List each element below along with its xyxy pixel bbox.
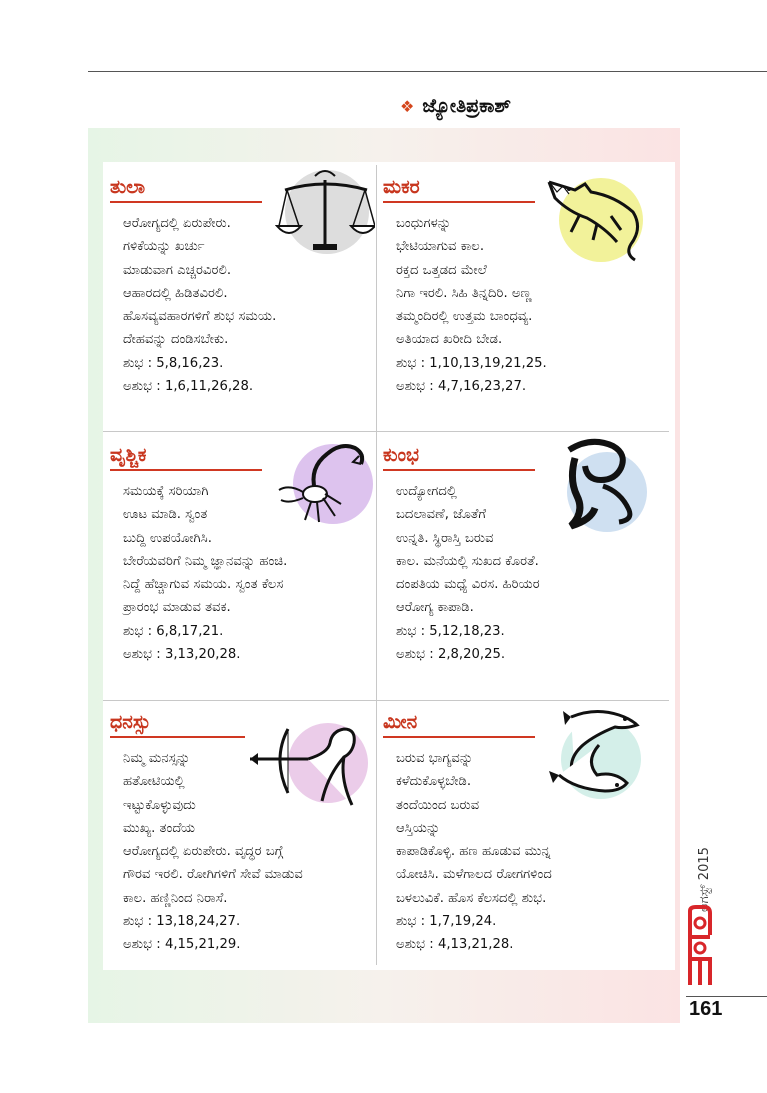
- text-line: ಸಮಯಕ್ಕೆ ಸರಿಯಾಗಿ: [123, 484, 209, 499]
- text-line: ಹೊಸವ್ಯವಹಾರಗಳಿಗೆ ಶುಭ ಸಮಯ.: [123, 309, 277, 325]
- text-line: ರಕ್ತದ ಒತ್ತಡದ ಮೇಲೆ: [396, 262, 487, 278]
- sign-name: ಮೀನ: [383, 711, 418, 733]
- text-line: ಉನ್ನತಿ. ಸ್ಥಿರಾಸ್ತಿ ಬರುವ: [396, 530, 494, 546]
- sign-name: ವೃಶ್ಚಿಕ: [110, 444, 147, 466]
- sign-kumbha: [383, 444, 645, 694]
- text-line: ಪ್ರಾರಂಭ ಮಾಡುವ ತವಕ.: [123, 600, 231, 616]
- issue-date: [682, 806, 722, 916]
- text-line: ದಂಪತಿಯ ಮಧ್ಯೆ ವಿರಸ. ಹಿರಿಯರ: [396, 577, 540, 593]
- text-line: ಆಸ್ತಿಯನ್ನು: [396, 820, 441, 836]
- text-line: ತಮ್ಮಂದಿರಲ್ಲಿ ಉತ್ತಮ ಬಾಂಧವ್ಯ.: [396, 309, 533, 325]
- text-line: ಬೇರೆಯವರಿಗೆ ನಿಮ್ಮ ಜ್ಞಾನವನ್ನು ಹಂಚಿ.: [123, 553, 288, 569]
- lucky-numbers: ಶುಭ : 5,12,18,23.: [396, 623, 505, 639]
- text-line: ನಿಗಾ ಇರಲಿ. ಸಿಹಿ ತಿನ್ನದಿರಿ. ಅಣ್ಣ: [396, 285, 532, 301]
- sign-tula: [110, 176, 372, 426]
- text-line: ಆರೋಗ್ಯ ಕಾಪಾಡಿ.: [396, 600, 474, 616]
- lucky-numbers: ಶುಭ : 5,8,16,23.: [123, 355, 224, 371]
- lucky-numbers: ಶುಭ : 13,18,24,27.: [123, 914, 241, 930]
- sign-underline: [383, 201, 535, 203]
- issue-date-text: ಆಗಸ್ಟ್ 2015: [697, 847, 712, 912]
- lucky-numbers: ಶುಭ : 1,7,19,24.: [396, 914, 497, 930]
- aquarius-pot-icon: [551, 436, 647, 532]
- text-line: ತಂದೆಯಿಂದ ಬರುವ: [396, 797, 480, 813]
- forecast-text: [123, 212, 276, 398]
- lucky-numbers: ಶುಭ : 1,10,13,19,21,25.: [396, 355, 547, 371]
- unlucky-numbers: ಅಶುಭ : 4,7,16,23,27.: [396, 379, 527, 395]
- forecast-text: [396, 747, 552, 957]
- sign-makara: [383, 176, 645, 426]
- text-line: ಇಟ್ಟುಕೊಳ್ಳುವುದು: [123, 797, 196, 813]
- sign-meena: [383, 711, 645, 961]
- sign-underline: [110, 469, 262, 471]
- text-line: ಆಹಾರದಲ್ಲಿ ಹಿಡಿತವಿರಲಿ.: [123, 285, 228, 301]
- sign-name: ತುಲಾ: [110, 176, 146, 198]
- text-line: ಉದ್ಯೋಗದಲ್ಲಿ: [396, 484, 457, 499]
- text-line: ಊಟ ಮಾಡಿ. ಸ್ವಂತ: [123, 507, 208, 523]
- sign-underline: [110, 201, 262, 203]
- text-line: ಆರೋಗ್ಯದಲ್ಲಿ ಏರುಪೇರು. ವೃದ್ಧರ ಬಗ್ಗೆ: [123, 844, 284, 860]
- text-line: ನಿದ್ದೆ ಹೆಚ್ಚಾಗುವ ಸಮಯ. ಸ್ವಂತ ಕೆಲಸ: [123, 577, 284, 593]
- sign-underline: [383, 469, 535, 471]
- text-line: ಗೌರವ ಇರಲಿ. ರೋಗಿಗಳಿಗೆ ಸೇವೆ ಮಾಡುವ: [123, 867, 303, 883]
- unlucky-numbers: ಅಶುಭ : 4,15,21,29.: [123, 937, 241, 953]
- forecast-text: [123, 480, 287, 666]
- sign-name: ಧನಸ್ಸು: [110, 711, 151, 733]
- forecast-text: [396, 480, 540, 666]
- unlucky-numbers: ಅಶುಭ : 2,8,20,25.: [396, 647, 506, 663]
- text-line: ಅತಿಯಾದ ಖರೀದಿ ಬೇಡ.: [396, 332, 503, 348]
- column-divider: [376, 165, 377, 965]
- sign-dhanassu: [110, 711, 372, 961]
- section-title: [400, 95, 511, 117]
- sign-underline: [383, 736, 535, 738]
- text-line: ಕಾಲ. ಹಣ್ಣಿನಿಂದ ನಿರಾಸೆ.: [123, 890, 228, 906]
- sign-underline: [110, 736, 245, 738]
- sign-vrischika: [110, 444, 372, 694]
- text-line: ನಿಮ್ಮ ಮನಸ್ಸನ್ನು: [123, 751, 191, 766]
- text-line: ಬುದ್ದಿ ಉಪಯೋಗಿಸಿ.: [123, 530, 212, 546]
- scorpio-scorpion-icon: [275, 432, 375, 528]
- section-title-text: ಜ್ಯೋತಿಪ್ರಕಾಶ್: [422, 95, 511, 117]
- top-rule: [88, 71, 767, 72]
- text-line: ಬರುವ ಭಾಗ್ಯವನ್ನು: [396, 751, 474, 766]
- page-number-rule: [686, 996, 767, 997]
- text-line: ಗಳಿಕೆಯನ್ನು ಖರ್ಚು: [123, 239, 205, 255]
- capricorn-crocodile-icon: [545, 172, 645, 267]
- text-line: ಕಾಲ. ಮನೆಯಲ್ಲಿ ಸುಖದ ಕೊರತೆ.: [396, 553, 539, 569]
- libra-scales-icon: [275, 168, 375, 258]
- text-line: ಕಾಪಾಡಿಕೊಳ್ಳಿ. ಹಣ ಹೂಡುವ ಮುನ್ನ: [396, 844, 551, 860]
- text-line: ದೇಹವನ್ನು ದಂಡಿಸಬೇಕು.: [123, 332, 229, 348]
- text-line: ಬಂಧುಗಳನ್ನು: [396, 216, 452, 231]
- text-line: ಆರೋಗ್ಯದಲ್ಲಿ ಏರುಪೇರು.: [123, 216, 231, 231]
- lucky-numbers: ಶುಭ : 6,8,17,21.: [123, 623, 224, 639]
- unlucky-numbers: ಅಶುಭ : 4,13,21,28.: [396, 937, 514, 953]
- text-line: ಹತೋಟಿಯಲ್ಲಿ: [123, 774, 185, 790]
- sign-name: ಮಕರ: [383, 176, 420, 198]
- forecast-text: [123, 747, 303, 957]
- pisces-fish-icon: [545, 705, 641, 805]
- text-line: ಭೇಟಿಯಾಗುವ ಕಾಲ.: [396, 239, 485, 255]
- forecast-text: [396, 212, 547, 398]
- text-line: ಬದಲಾವಣೆ, ಜೊತೆಗೆ: [396, 507, 487, 523]
- diamond-bullet-icon: ❖: [400, 97, 415, 116]
- unlucky-numbers: ಅಶುಭ : 1,6,11,26,28.: [123, 379, 254, 395]
- text-line: ಮುಖ್ಯ. ತಂದೆಯ: [123, 820, 196, 836]
- sign-name: ಕುಂಭ: [383, 444, 419, 466]
- text-line: ಮಾಡುವಾಗ ಎಚ್ಚರವಿರಲಿ.: [123, 262, 232, 278]
- row-divider-1: [103, 431, 669, 432]
- text-line: ಬಳಲುವಿಕೆ. ಹೊಸ ಕೆಲಸದಲ್ಲಿ ಶುಭ.: [396, 890, 547, 906]
- text-line: ಕಳೆದುಕೊಳ್ಳಬೇಡಿ.: [396, 774, 472, 790]
- unlucky-numbers: ಅಶುಭ : 3,13,20,28.: [123, 647, 241, 663]
- magazine-logo: [686, 905, 714, 990]
- row-divider-2: [103, 700, 669, 701]
- page-number: 161: [689, 998, 723, 1020]
- text-line: ಯೋಚಿಸಿ. ಮಳೆಗಾಲದ ರೋಗಗಳಿಂದ: [396, 867, 552, 883]
